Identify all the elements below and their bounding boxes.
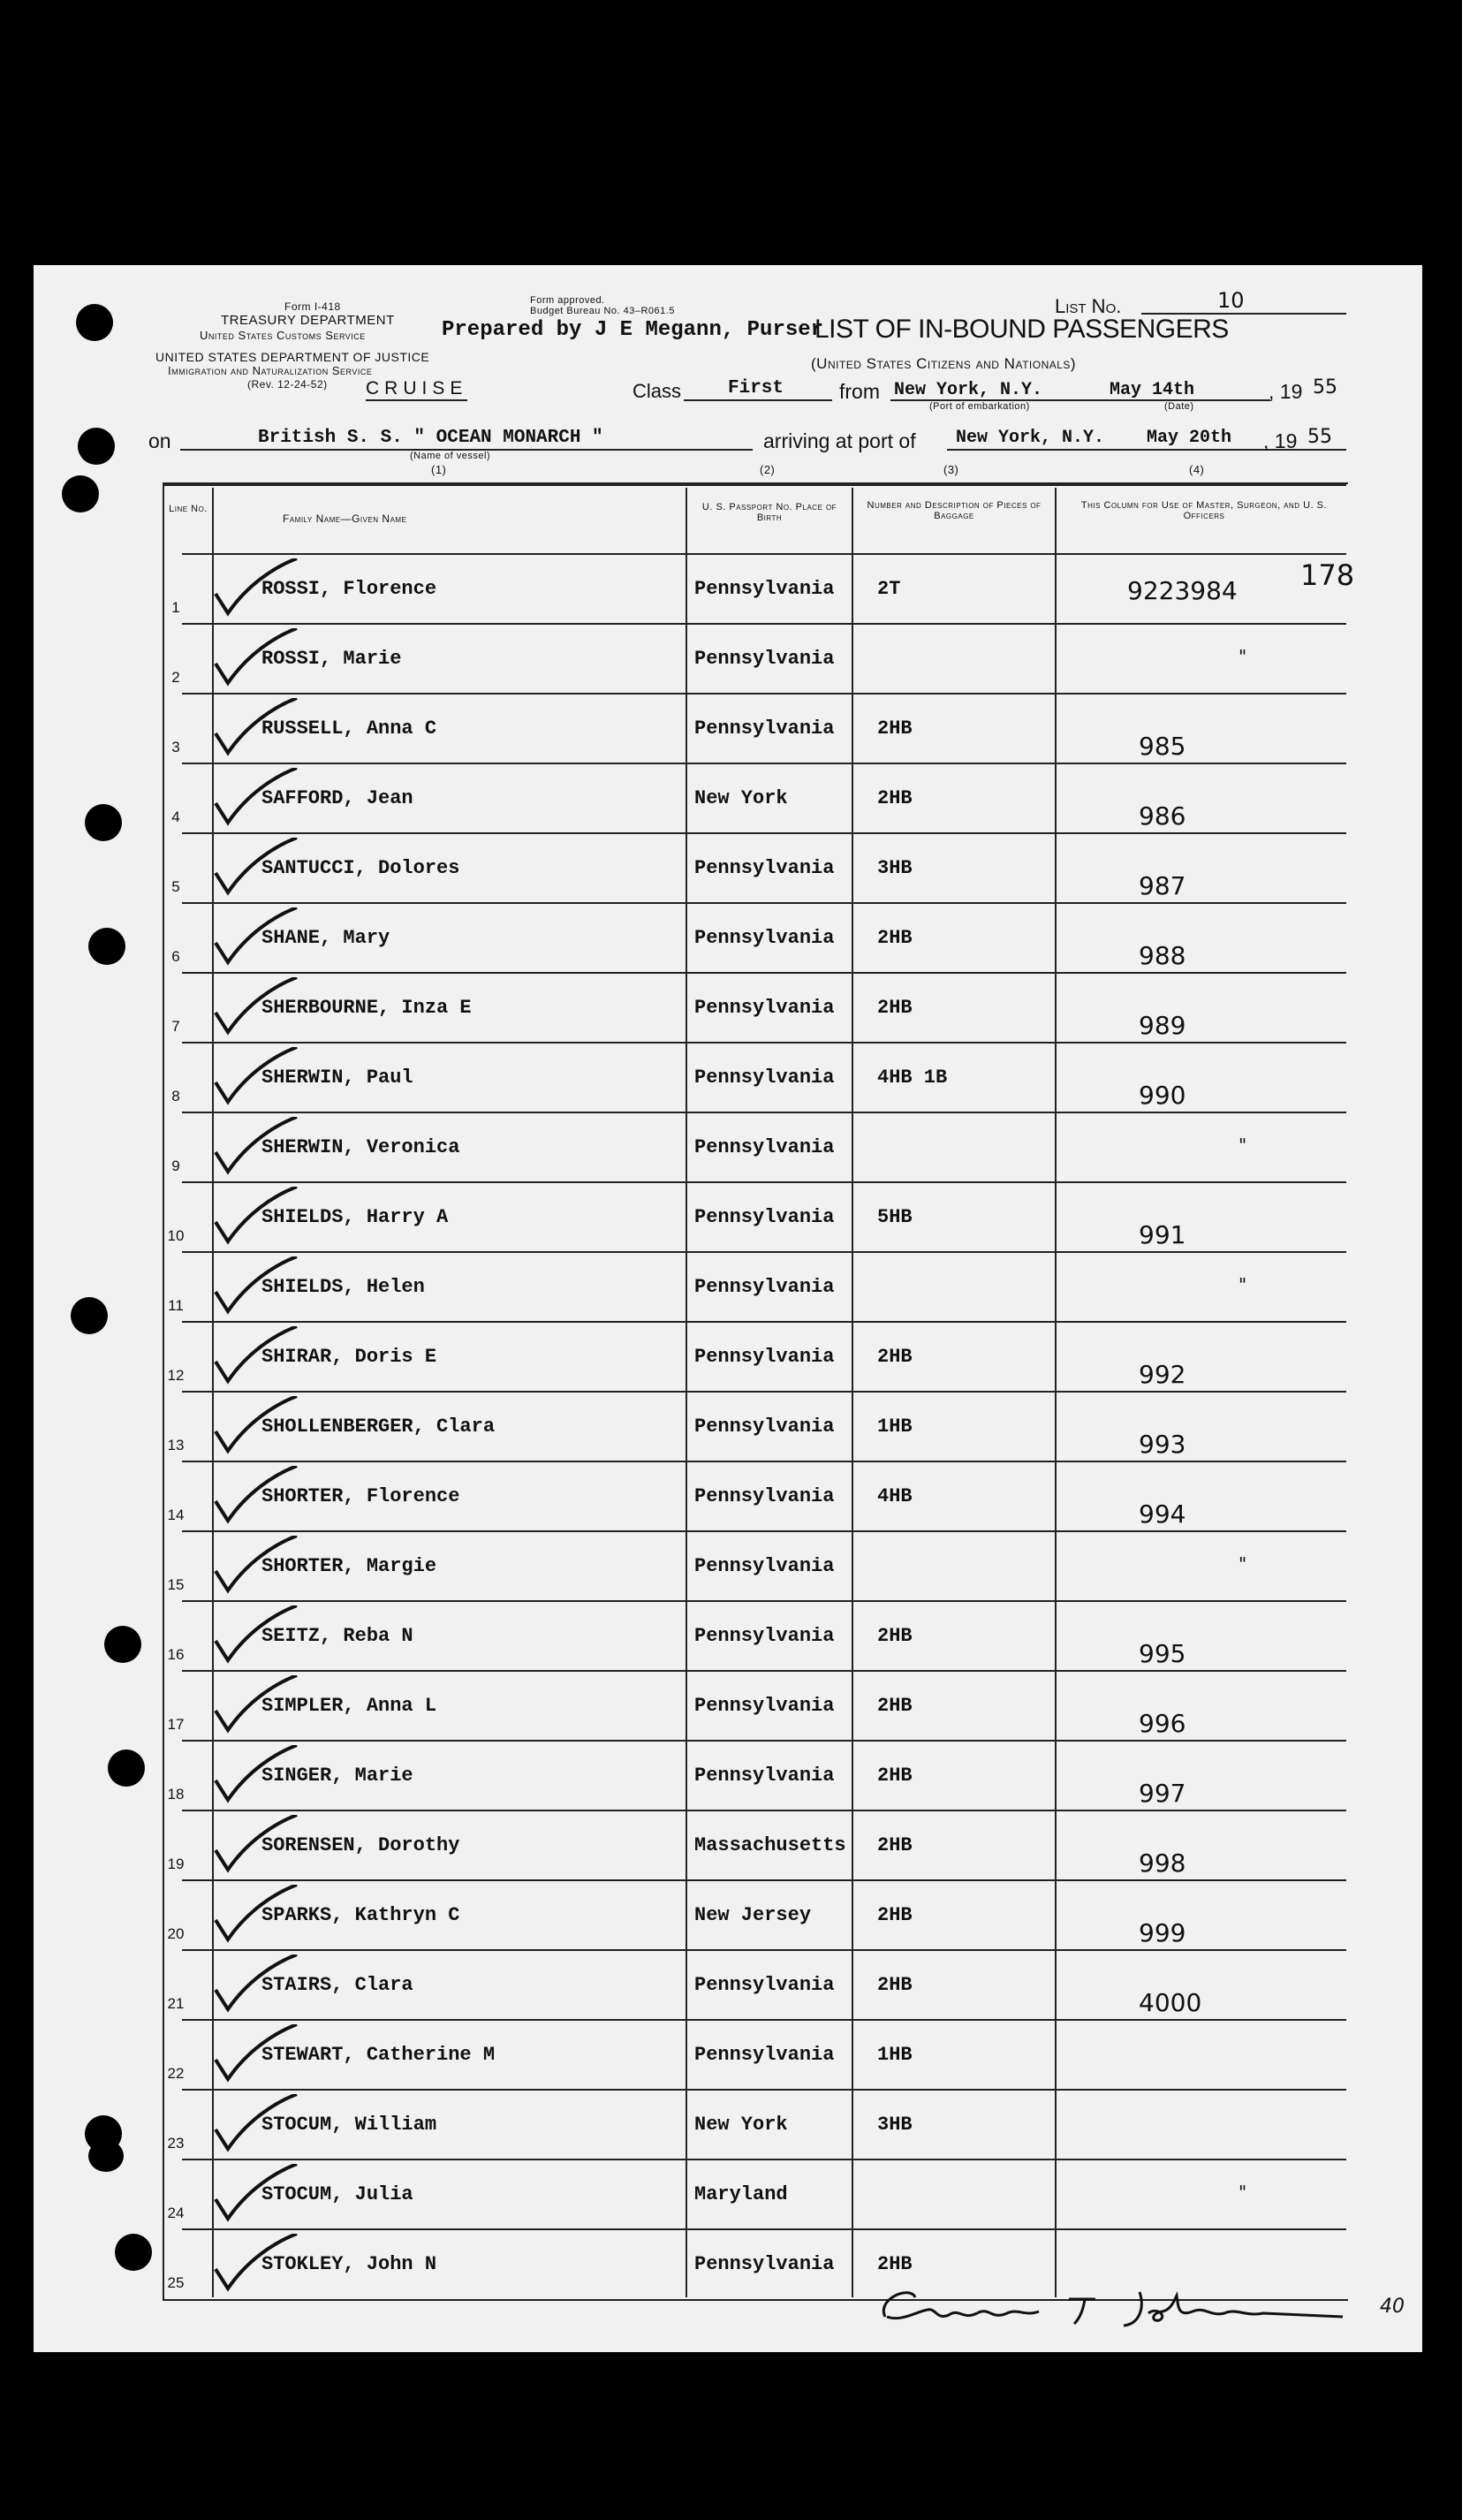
official-number: 987 [1139, 871, 1186, 900]
table-row [171, 763, 1346, 834]
table-row [167, 1530, 1346, 1602]
official-number: 991 [1139, 1220, 1186, 1249]
line-number: 25 [167, 2274, 185, 2291]
birth-place: Pennsylvania [694, 1276, 835, 1298]
form-subtitle: (United States Citizens and Nationals) [811, 355, 1077, 372]
baggage: 2HB [877, 1904, 913, 1926]
line-number: 3 [171, 739, 180, 755]
table-row [167, 1670, 1346, 1742]
passenger-name: SHORTER, Florence [261, 1485, 460, 1507]
form-revision: (Rev. 12-24-52) [247, 378, 328, 391]
birth-place: Pennsylvania [694, 857, 835, 879]
table-row [167, 1810, 1346, 1881]
punch-hole [88, 928, 125, 965]
birth-place: Pennsylvania [694, 1206, 835, 1228]
birth-place: Pennsylvania [694, 927, 835, 949]
table-row [167, 1181, 1346, 1253]
punch-hole [88, 2140, 124, 2172]
header-baggage: Number and Description of Pieces of Baggage [867, 500, 1042, 521]
baggage: 3HB [877, 2114, 913, 2136]
list-no-line [1141, 313, 1346, 315]
table-row [171, 693, 1346, 764]
table-row [167, 1949, 1346, 2021]
punch-hole [78, 428, 115, 465]
line-number: 6 [171, 948, 180, 965]
passenger-name: SORENSEN, Dorothy [261, 1834, 460, 1856]
passenger-name: ROSSI, Marie [261, 648, 402, 670]
cruise-label: CRUISE [366, 378, 467, 401]
baggage: 2HB [877, 1346, 913, 1368]
column-number-3: (3) [943, 463, 959, 476]
table-row [171, 623, 1346, 695]
line-number: 17 [167, 1716, 185, 1733]
baggage: 1HB [877, 2044, 913, 2066]
passenger-name: SHERWIN, Veronica [261, 1136, 460, 1158]
baggage: 3HB [877, 857, 913, 879]
line-number: 23 [167, 2135, 185, 2152]
form-approved: Form approved. [530, 295, 605, 306]
list-no-label: List No. [1055, 295, 1122, 317]
line-number: 21 [167, 1995, 185, 2012]
line-number: 7 [171, 1018, 180, 1035]
birth-place: Pennsylvania [694, 1974, 835, 1996]
baggage: 4HB [877, 1485, 913, 1507]
port-embarkation-caption: (Port of embarkation) [929, 401, 1030, 412]
passenger-name: SHIELDS, Helen [261, 1276, 425, 1298]
official-number: 990 [1139, 1081, 1186, 1110]
official-number: " [1239, 1274, 1247, 1295]
passenger-name: RUSSELL, Anna C [261, 717, 437, 740]
passenger-name: SAFFORD, Jean [261, 787, 413, 809]
passenger-name: STOCUM, William [261, 2114, 437, 2136]
line-number: 10 [167, 1227, 185, 1244]
budget-bureau: Budget Bureau No. 43–R061.5 [530, 306, 675, 316]
line-number: 15 [167, 1576, 185, 1593]
from-label: from [839, 380, 880, 403]
official-number: 986 [1139, 801, 1186, 831]
official-number: 995 [1139, 1639, 1186, 1668]
passenger-name: SIMPLER, Anna L [261, 1695, 437, 1717]
vessel-caption: (Name of vessel) [410, 451, 491, 461]
birth-place: Pennsylvania [694, 1555, 835, 1577]
baggage: 2HB [877, 787, 913, 809]
passenger-name: SHERWIN, Paul [261, 1066, 413, 1089]
passenger-name: STAIRS, Clara [261, 1974, 413, 1996]
table-row [168, 1251, 1346, 1323]
table-row [171, 972, 1346, 1044]
official-number: " [1239, 1553, 1247, 1575]
official-number: 988 [1139, 941, 1186, 970]
line-number: 18 [167, 1786, 185, 1803]
punch-hole [76, 304, 113, 341]
baggage: 2HB [877, 1695, 913, 1717]
baggage: 2T [877, 578, 901, 600]
prepared-by: Prepared by J E Megann, Purser [442, 318, 824, 342]
date-caption: (Date) [1164, 401, 1194, 412]
punch-hole [104, 1626, 141, 1663]
from-port: New York, N.Y. [894, 380, 1043, 400]
table-row [171, 902, 1346, 974]
baggage: 2HB [877, 1765, 913, 1787]
table-row [167, 1740, 1346, 1811]
header-line-no: Line No. [169, 504, 208, 514]
baggage: 2HB [877, 2253, 913, 2275]
punch-hole [62, 475, 99, 512]
punch-hole [115, 2234, 152, 2271]
table-row [167, 2089, 1346, 2160]
passenger-name: STOKLEY, John N [261, 2253, 437, 2275]
table-row [171, 1042, 1346, 1113]
line-number: 5 [171, 878, 180, 895]
table-row [167, 1321, 1346, 1393]
birth-place: Pennsylvania [694, 2044, 835, 2066]
birth-place: Pennsylvania [694, 1765, 835, 1787]
birth-place: Pennsylvania [694, 2253, 835, 2275]
column-number-4: (4) [1189, 463, 1205, 476]
header-official: This Column for Use of Master, Surgeon, and U. S. Officers [1080, 500, 1328, 521]
official-number: " [1239, 2182, 1247, 2203]
line-number: 12 [167, 1367, 185, 1384]
arrival-port: New York, N.Y. [956, 428, 1105, 448]
birth-place: New York [694, 787, 788, 809]
passenger-name: STOCUM, Julia [261, 2183, 413, 2205]
official-number: 996 [1139, 1709, 1186, 1738]
line-number: 13 [167, 1437, 185, 1454]
punch-hole [71, 1297, 108, 1334]
page-stamp: 178 [1300, 558, 1355, 592]
official-number: 998 [1139, 1848, 1186, 1878]
official-number: 997 [1139, 1779, 1186, 1808]
from-date: May 14th [1110, 380, 1195, 400]
official-number: " [1239, 1135, 1247, 1156]
line-number: 19 [167, 1856, 185, 1872]
class-value: First [728, 378, 784, 398]
header-passport: U. S. Passport No. Place of Birth [701, 502, 837, 523]
column-number-2: (2) [760, 463, 776, 476]
line-number: 16 [167, 1646, 185, 1663]
class-label: Class [633, 380, 682, 402]
arrival-date: May 20th [1147, 428, 1232, 448]
on-label: on [148, 429, 171, 452]
table-top-rule [163, 484, 1346, 486]
official-number: 992 [1139, 1360, 1186, 1389]
official-number: 9223984 [1127, 576, 1238, 605]
passenger-name: SEITZ, Reba N [261, 1625, 413, 1647]
official-number: 999 [1139, 1918, 1186, 1947]
arrival-year-prefix: , 19 [1263, 429, 1298, 452]
line-number: 9 [171, 1158, 180, 1174]
official-number: 989 [1139, 1011, 1186, 1040]
birth-place: Massachusetts [694, 1834, 846, 1856]
official-number: 4000 [1139, 1988, 1202, 2017]
class-line [684, 399, 832, 401]
birth-place: New York [694, 2114, 788, 2136]
form-title: LIST OF IN-BOUND PASSENGERS [814, 315, 1229, 344]
passenger-name: SINGER, Marie [261, 1765, 413, 1787]
birth-place: Pennsylvania [694, 717, 835, 740]
from-year: 55 [1313, 376, 1337, 398]
birth-place: Pennsylvania [694, 1416, 835, 1438]
birth-place: Pennsylvania [694, 1695, 835, 1717]
line-number: 20 [167, 1925, 185, 1942]
table-row [167, 2159, 1346, 2230]
birth-place: Pennsylvania [694, 1346, 835, 1368]
signature-mark [875, 2281, 1352, 2334]
birth-place: Maryland [694, 2183, 788, 2205]
dept-justice: UNITED STATES DEPARTMENT OF JUSTICE [155, 350, 430, 364]
line-number: 14 [167, 1507, 185, 1523]
dept-customs: United States Customs Service [200, 329, 366, 342]
vessel-name: British S. S. " OCEAN MONARCH " [258, 428, 603, 448]
column-number-1: (1) [431, 463, 447, 476]
passenger-name: SPARKS, Kathryn C [261, 1904, 460, 1926]
passenger-name: SHIRAR, Doris E [261, 1346, 437, 1368]
birth-place: Pennsylvania [694, 578, 835, 600]
baggage: 2HB [877, 997, 913, 1019]
table-row [167, 1461, 1346, 1532]
birth-place: Pennsylvania [694, 1066, 835, 1089]
passenger-name: SHANE, Mary [261, 927, 390, 949]
baggage: 2HB [877, 1625, 913, 1647]
passenger-name: ROSSI, Florence [261, 578, 437, 600]
baggage: 2HB [877, 927, 913, 949]
header-name: Family Name—Given Name [283, 512, 407, 525]
birth-place: Pennsylvania [694, 648, 835, 670]
official-number: 993 [1139, 1430, 1186, 1459]
baggage: 5HB [877, 1206, 913, 1228]
birth-place: Pennsylvania [694, 997, 835, 1019]
list-no-value: 10 [1217, 288, 1245, 313]
line-number: 4 [171, 808, 180, 825]
table-row [167, 1879, 1346, 1951]
official-number: " [1239, 646, 1247, 667]
birth-place: New Jersey [694, 1904, 812, 1926]
table-row [167, 1391, 1346, 1462]
baggage: 2HB [877, 717, 913, 740]
from-year-prefix: , 19 [1269, 380, 1303, 403]
arrival-year: 55 [1307, 426, 1332, 448]
baggage: 2HB [877, 1834, 913, 1856]
table-row [171, 1112, 1346, 1183]
corner-mark: 40 [1380, 2296, 1405, 2318]
official-number: 994 [1139, 1499, 1186, 1529]
punch-hole [108, 1750, 145, 1787]
line-number: 24 [167, 2205, 185, 2221]
baggage: 2HB [877, 1974, 913, 1996]
dept-treasury: TREASURY DEPARTMENT [221, 313, 395, 328]
baggage: 4HB 1B [877, 1066, 948, 1089]
official-number: 985 [1139, 732, 1186, 761]
passenger-name: SHIELDS, Harry A [261, 1206, 449, 1228]
birth-place: Pennsylvania [694, 1136, 835, 1158]
line-number: 22 [167, 2065, 185, 2082]
table-row [171, 832, 1346, 904]
form-number: Form I-418 [284, 300, 341, 313]
passenger-name: SHERBOURNE, Inza E [261, 997, 472, 1019]
line-number: 8 [171, 1088, 180, 1104]
passenger-name: SANTUCCI, Dolores [261, 857, 460, 879]
punch-hole [85, 804, 122, 841]
birth-place: Pennsylvania [694, 1485, 835, 1507]
dept-ins: Immigration and Naturalization Service [168, 364, 373, 377]
line-number: 2 [171, 669, 180, 686]
passenger-name: SHORTER, Margie [261, 1555, 437, 1577]
passenger-name: STEWART, Catherine M [261, 2044, 496, 2066]
table-row [167, 1600, 1346, 1672]
line-number: 11 [168, 1297, 184, 1314]
signature [892, 2301, 904, 2303]
line-number: 1 [171, 599, 180, 616]
baggage: 1HB [877, 1416, 913, 1438]
arriving-label: arriving at port of [763, 429, 916, 452]
table-row [171, 553, 1346, 625]
passenger-name: SHOLLENBERGER, Clara [261, 1416, 496, 1438]
birth-place: Pennsylvania [694, 1625, 835, 1647]
table-row [167, 2019, 1346, 2091]
